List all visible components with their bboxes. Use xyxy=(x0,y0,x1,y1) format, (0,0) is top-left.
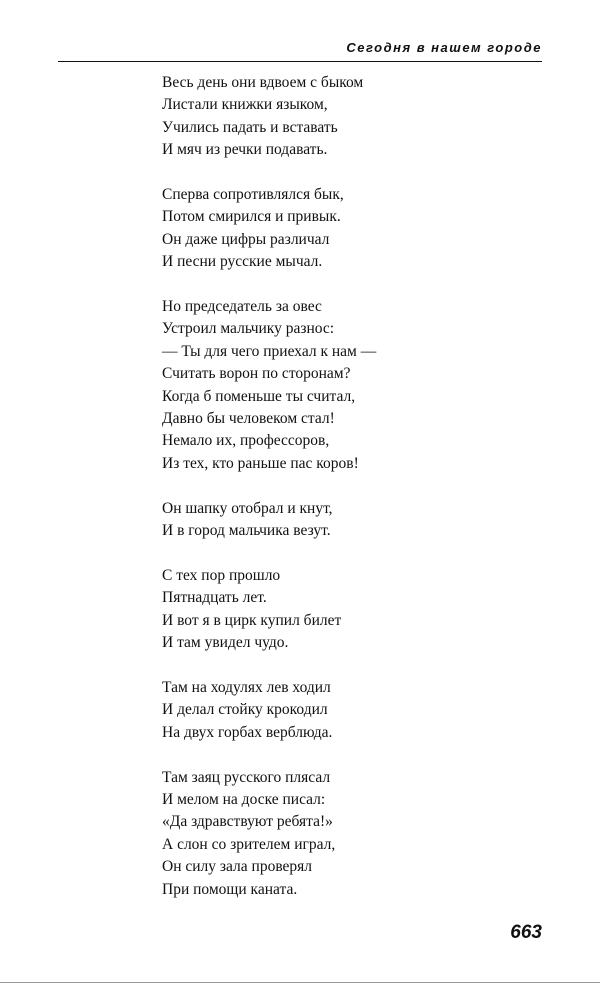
poem-line: Весь день они вдвоем с быком xyxy=(162,74,364,91)
poem-line: Из тех, кто раньше пас коров! xyxy=(162,454,359,472)
poem-line: Сперва сопротивлялся бык, xyxy=(162,186,344,204)
poem-line: И в город мальчика везут. xyxy=(162,522,331,540)
page-number: 663 xyxy=(510,922,542,943)
poem-line: И там увидел чудо. xyxy=(162,634,289,652)
poem-line: Учились падать и вставать xyxy=(162,118,338,136)
stanza xyxy=(162,184,552,274)
poem-line: Там заяц русского плясал xyxy=(162,768,331,786)
header-rule xyxy=(58,61,542,62)
poem-line: Но председатель за овес xyxy=(162,298,322,316)
poem-line: Немало их, профессоров, xyxy=(162,432,330,450)
stanza xyxy=(162,677,552,744)
poem-line: Листали книжки языком, xyxy=(162,96,328,114)
poem-line: И делал стойку крокодил xyxy=(162,701,328,719)
poem-line: Давно бы человеком стал! xyxy=(162,410,335,428)
poem-line: Считать ворон по сторонам? xyxy=(162,365,351,383)
poem-line: Он силу зала проверял xyxy=(162,858,313,876)
poem-line: И мелом на доске писал: xyxy=(162,790,326,808)
poem-line: С тех пор прошло xyxy=(162,566,281,584)
poem-line: На двух горбах верблюда. xyxy=(162,723,333,741)
poem-line: — Ты для чего приехал к нам — xyxy=(162,342,377,360)
stanza xyxy=(162,72,552,162)
poem-line: И вот я в цирк купил билет xyxy=(162,611,342,629)
running-title: Сегодня в нашем городе xyxy=(346,40,542,55)
footer-rule xyxy=(0,982,600,983)
poem-line: Там на ходулях лев ходил xyxy=(162,678,331,696)
stanza xyxy=(162,296,552,475)
poem-line: И мяч из речки подавать. xyxy=(162,141,328,159)
poem-text xyxy=(162,72,552,923)
poem-line: «Да здравствуют ребята!» xyxy=(162,813,333,831)
stanza xyxy=(162,498,552,543)
poem-line: Он даже цифры различал xyxy=(162,230,330,248)
poem-line: И песни русские мычал. xyxy=(162,253,323,271)
poem-line: Он шапку отобрал и кнут, xyxy=(162,499,333,517)
poem-line: А слон со зрителем играл, xyxy=(162,835,336,853)
poem-line: Потом смирился и привык. xyxy=(162,208,341,226)
poem-line: Когда б поменьше ты считал, xyxy=(162,387,356,405)
poem-line: Пятнадцать лет. xyxy=(162,589,267,607)
poem-line: Устроил мальчику разнос: xyxy=(162,320,335,338)
poem-line: При помощи каната. xyxy=(162,880,298,898)
stanza xyxy=(162,767,552,901)
stanza xyxy=(162,565,552,655)
